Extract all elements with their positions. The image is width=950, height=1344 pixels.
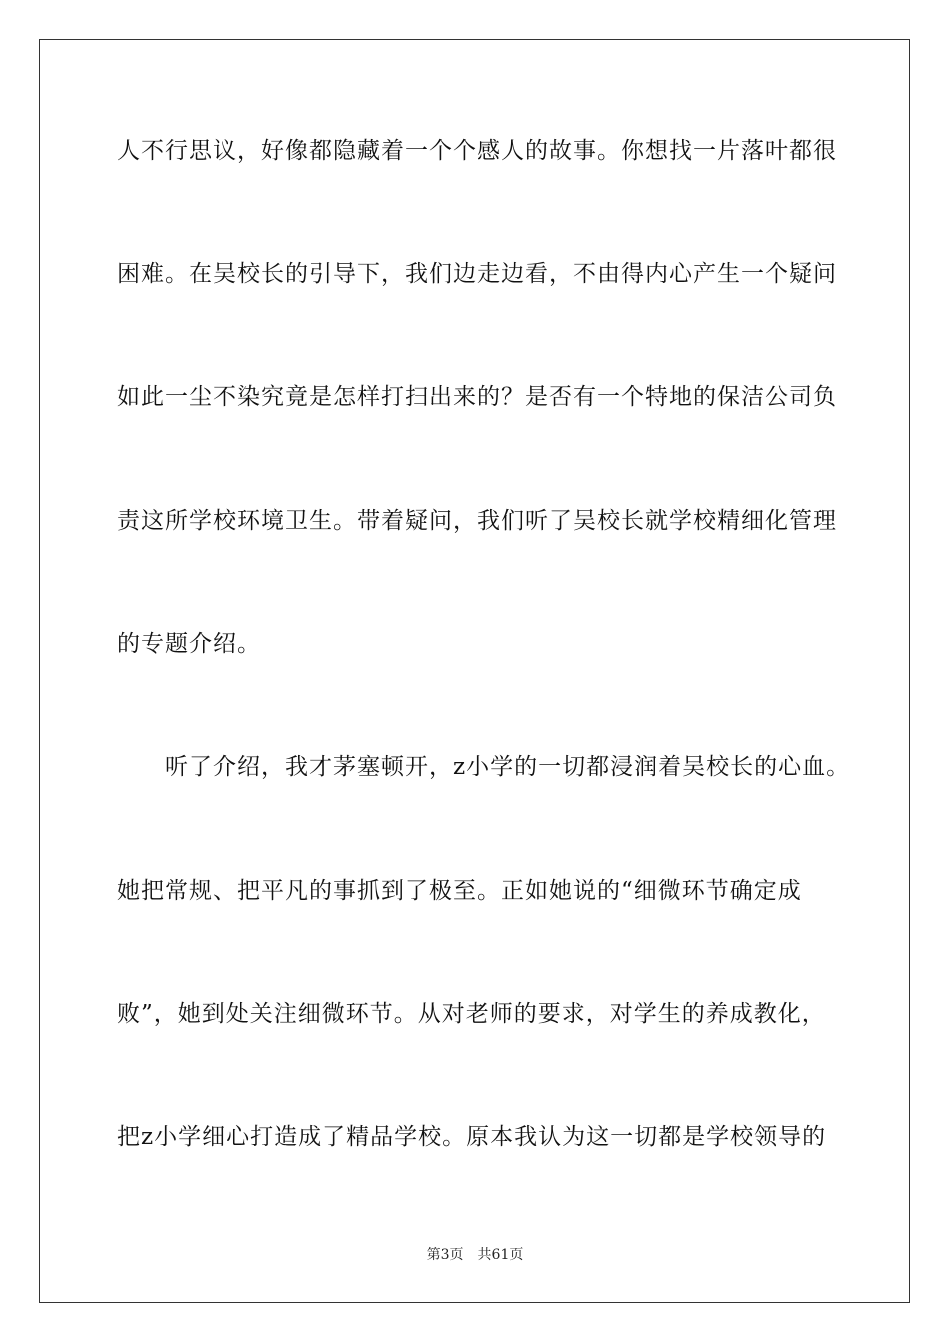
text-line: 责这所学校环境卫生。带着疑问，我们听了吴校长就学校精细化管理 [117,508,837,534]
text-line: 败”，她到处关注细微环节。从对老师的要求，对学生的养成教化， [117,1001,826,1027]
text-line: 人不行思议，好像都隐藏着一个个感人的故事。你想找一片落叶都很 [117,138,837,164]
page-footer [0,1246,950,1264]
paragraph-start-line: 听了介绍，我才茅塞顿开，z小学的一切都浸润着吴校长的心血。 [165,754,851,780]
text-line: 把z小学细心打造成了精品学校。原本我认为这一切都是学校领导的 [117,1124,827,1150]
text-line: 她把常规、把平凡的事抓到了极至。正如她说的“细微环节确定成 [117,878,802,904]
text-line: 如此一尘不染究竟是怎样打扫出来的？是否有一个特地的保洁公司负 [117,384,837,410]
page-border [39,39,910,1303]
text-line: 困难。在吴校长的引导下，我们边走边看，不由得内心产生一个疑问 [117,261,837,287]
total-pages: 共61页 [477,1247,524,1263]
text-line: 的专题介绍。 [117,631,261,657]
page-number: 第3页 [426,1247,464,1263]
